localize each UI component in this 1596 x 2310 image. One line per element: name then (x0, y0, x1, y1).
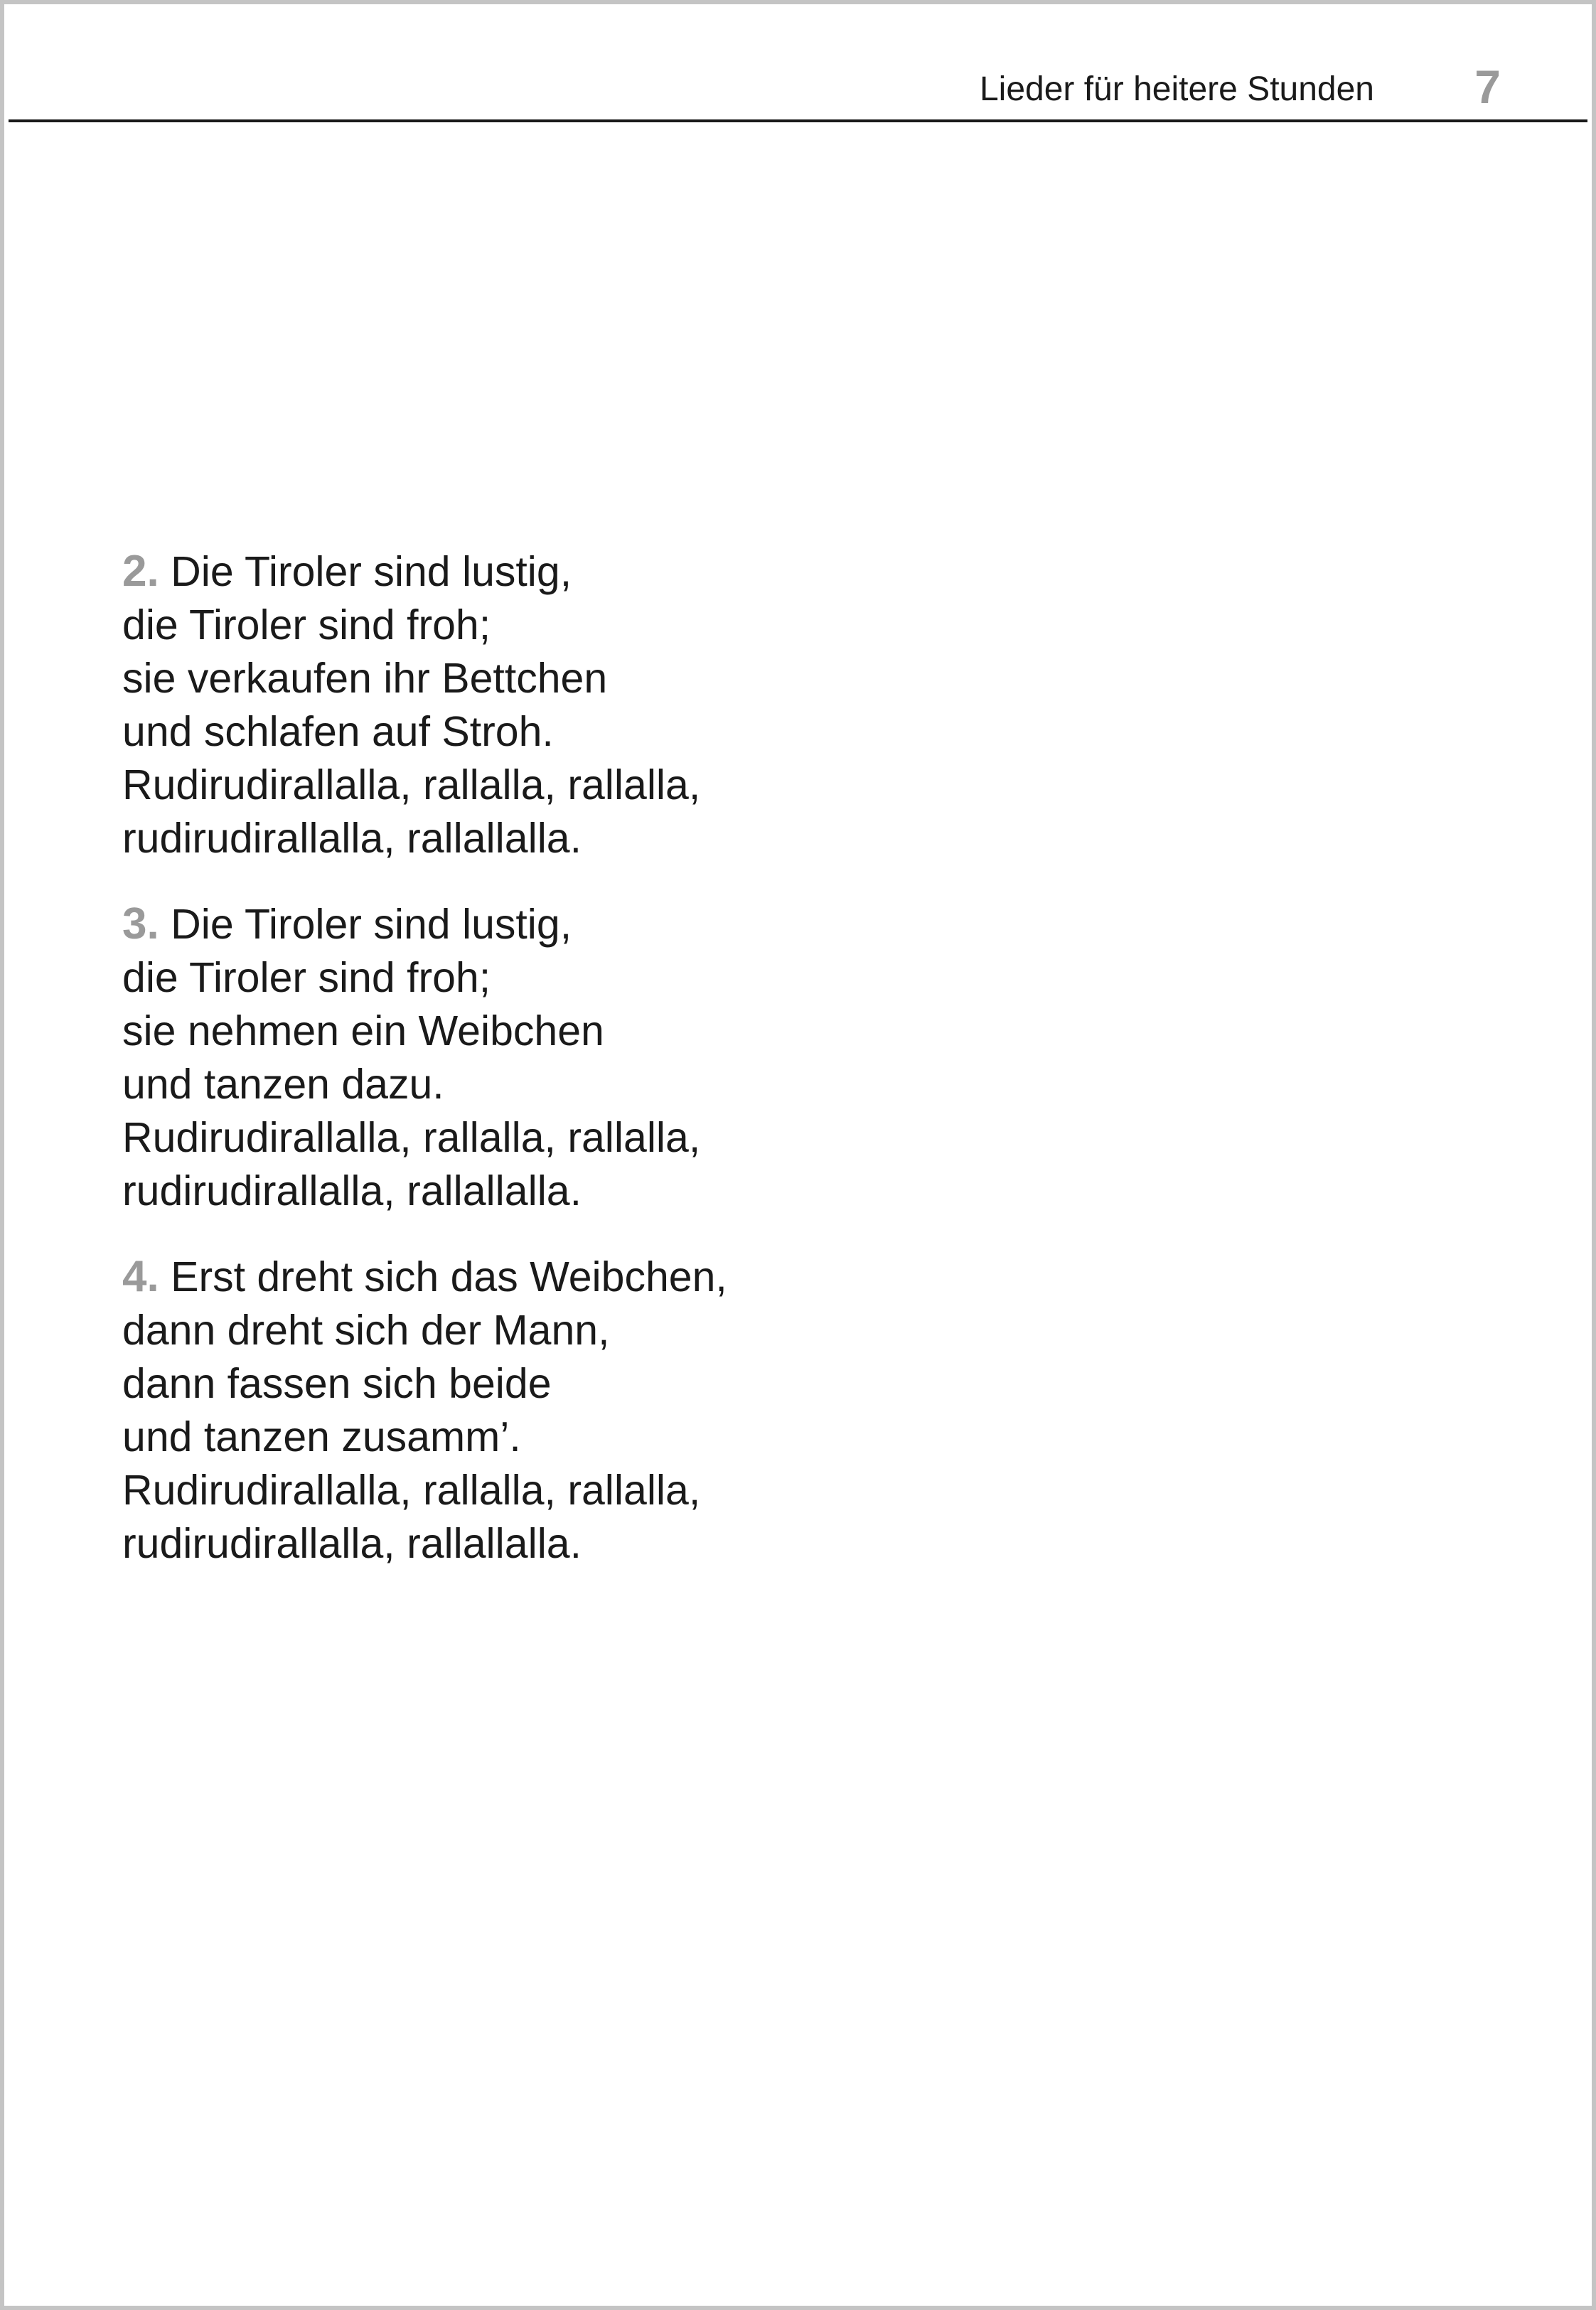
verse-line-text: Die Tiroler sind lustig, (159, 901, 572, 948)
running-header (9, 4, 1587, 122)
verse-number: 2. (122, 547, 159, 596)
verse-first-line (122, 545, 1118, 599)
verse-line: sie verkaufen ihr Bettchen (122, 655, 608, 702)
verse-first-line (122, 1250, 1118, 1304)
page-number: 7 (1474, 60, 1501, 113)
verse-number: 4. (122, 1252, 159, 1301)
verse-line: und schlafen auf Stroh. (122, 708, 554, 755)
verse-line: rudirudirallalla, rallallalla. (122, 1167, 582, 1214)
verse-line: rudirudirallalla, rallallalla. (122, 1520, 582, 1567)
verse-line: und tanzen dazu. (122, 1061, 444, 1108)
verse-line: Rudirudirallalla, rallalla, rallalla, (122, 1467, 701, 1514)
verse-number: 3. (122, 899, 159, 948)
song-verses (122, 545, 1118, 1603)
verse-line: und tanzen zusamm’. (122, 1413, 521, 1460)
verse-first-line (122, 897, 1118, 951)
verse-4 (122, 1250, 1118, 1571)
verse-line: sie nehmen ein Weibchen (122, 1007, 604, 1054)
verse-line: Rudirudirallalla, rallalla, rallalla, (122, 761, 701, 808)
verse-line: die Tiroler sind froh; (122, 954, 491, 1001)
verse-2 (122, 545, 1118, 865)
verse-line: dann dreht sich der Mann, (122, 1307, 610, 1354)
verse-line: Rudirudirallalla, rallalla, rallalla, (122, 1114, 701, 1161)
verse-line-text: Erst dreht sich das Weibchen, (159, 1253, 727, 1300)
verse-line: dann fassen sich beide (122, 1360, 552, 1407)
verse-line-text: Die Tiroler sind lustig, (159, 548, 572, 595)
header-title: Lieder für heitere Stunden (979, 70, 1374, 108)
verse-line: die Tiroler sind froh; (122, 601, 491, 648)
verse-3 (122, 897, 1118, 1218)
verse-line: rudirudirallalla, rallallalla. (122, 815, 582, 862)
